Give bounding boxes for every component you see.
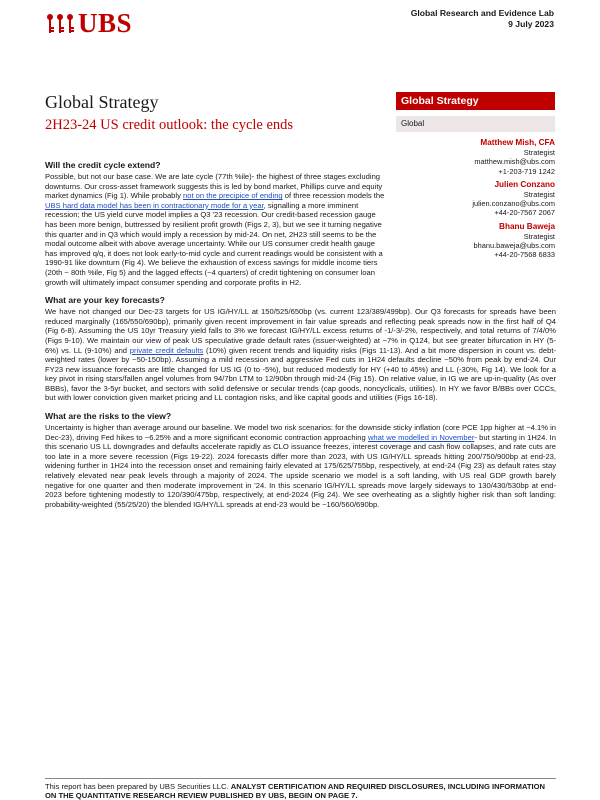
author-role: Strategist (523, 189, 555, 199)
footer-divider (45, 778, 556, 779)
author-name: Julien Conzano (494, 179, 555, 189)
author-name: Bhanu Baweja (499, 221, 555, 231)
page-subtitle: 2H23-24 US credit outlook: the cycle ends (45, 117, 294, 133)
report-date: 9 July 2023 (508, 19, 554, 29)
link-hard-data-model[interactable]: UBS hard data model has been in contractionary mode for a year (45, 200, 264, 210)
author-role: Strategist (523, 231, 555, 241)
report-header (411, 8, 554, 30)
three-keys-icon (45, 13, 75, 35)
ubs-logo (45, 8, 132, 39)
author-phone: +1-203-719 1242 (498, 166, 555, 176)
disclosure-footer: This report has been prepared by UBS Securities LLC. ANALYST CERTIFICATION AND REQUIRED DISCLOSURES, INCLUDING INFORMATION ON THE QUANTITATIVE RESEARCH REVIEW PUBLISHED BY UBS, BEGIN ON PAGE 7. (45, 782, 546, 800)
section-heading: What are your key forecasts? (45, 295, 165, 306)
section-text: We have not changed our Dec-23 targets for US IG/HY/LL at 150/525/650bp (vs. current 123/389/499bp). Our Q3 forecasts for spreads have been reduced marginally (165/550/690bp), primarily given recent improvement in fair value spreads and reflecting peak spreads now in the first half of Q4 (Fig 6-8). Assuming the US 10yr Treasury yield falls to 3% we forecast IG/HY/LL excess returns of -1/-3/-2%, respectively, and total returns of 7/4/0% (Figs 9-10). We maintain our view of peak US speculative grade default rates (issuer-weighted) at ~7% in Q124, but see greater bifurcation in HY (5-6%) vs. LL (9-10%) and private credit defaults (10%) given recent trends and liquidity risks (Figs 11-13). And a bit more dispersion in count vs. debt-weighted rates (lower by ~50-150bp). Assuming a mild recession and aggressive Fed cuts in 1H24 defaults decline ~50% from peak by end-24. Our FY23 new issuance forecasts are little changed for US IG (0 to -5%), but reduced modestly for HY (+40 to 45%) and LL (-30%, Fig 14). We look for a key pivot in rising stars/fallen angel volumes from 94/7bn LTM to 12/90bn through mid-24 (Fig 15). On relative value, in IG we are up-in-quality (As over BBBs), favor the 3-5yr bucket, and sectors with solid defensive or secular trends (cap goods, noncyclicals, utilities). In HY we favor B/BBs over CCCs, but with lower conviction given market pricing and LL contagion risks, and like capital goods and utilities (Figs 16-18). (45, 307, 556, 403)
report-body (45, 160, 556, 509)
section-risks (45, 411, 556, 509)
section-text: Uncertainty is higher than average around our baseline. We model two risk scenarios: for the downside sticky inflation (core PCE 1pp higher at ~4.1% in Dec-23), driving Fed hikes to ~6.25% and a more significant economic contraction approaching what we modelled in November- but starting in 1H24. In this scenario US LL downgrades and defaults accelerate rapidly as CLO issuance freezes, interest coverage and cash flow collapses, and rate cuts are too late in a more severe recession (Figs 19-22). 2024 forecasts differ more than 2023, with US IG/HY/LL spreads hitting 200/750/900bp at end-23, widening further in 1H24 into the recession onset and remaining fairly elevated at 175/625/755bp, respectively, at end-24 (Fig 23) as default rates stay relatively elevated near peak levels through a majority of 2024. The upside scenario we model is a soft landing, with US real GDP growth barely negative for one quarter and then moderate improvement in '24. In this scenario IG/HY/LL spreads move largely sideways to 130/430/530bp at end-2023 before tightening modestly to 120/390/475bp, respectively, at end-2024 (Fig 24). We see overheating as a slightly higher risk than soft landing: probability-weighted (55/25/20) the blended IG/HY/LL spreads at end-23 would be ~160/560/690bp. (45, 423, 557, 509)
report-series: Global Research and Evidence Lab (410, 8, 554, 18)
link-not-on-precipice[interactable]: not on the precipice of ending (183, 191, 283, 201)
disclosure-notice: ANALYST CERTIFICATION AND REQUIRED DISCLOSURES, INCLUDING INFORMATION ON THE QUANTITATIVE RESEARCH REVIEW PUBLISHED BY UBS, BEGIN ON PAGE 7. (45, 782, 546, 800)
link-modelled-in-november[interactable]: what we modelled in November (367, 432, 475, 442)
author-name: Matthew Mish, CFA (480, 138, 555, 147)
section-credit-cycle (45, 160, 385, 287)
link-private-credit-defaults[interactable]: private credit defaults (129, 345, 204, 355)
author-email[interactable]: bhanu.baweja@ubs.com (473, 241, 555, 251)
section-text: Possible, but not our base case. We are late cycle (77th %ile)- the highest of three stages excluding downturns. Our cross-asset framework suggests this is led by bond market, Phillips curve and equity market dynamics (Fig 1). While probably not on the precipice of ending of three recession models the UBS hard data model has been in contractionary mode for a year, signalling a more imminent recession; the US yield curve model implies a Q3 '23 recession. Our credit-based recession gauge has been more benign, buttressed by resilient profit growth (Figs 2, 3), but we see it turning negative this quarter and in Q3 which would imply a recession by mid-24. On net, 2H23 still seems to be the modal outcome albeit with above average uncertainty. While our US consumer credit health gauge has improved q/q, it does not look early-to-mid cycle and current readings would be consistent with a 1990-91 like downturn (Fig 4). We believe the exhaustion of excess savings for middle income tiers (20th ~ 80th %ile, Fig 5) and the lagged effects (~4 quarters) of credit tightening on consumer loan growth will ultimately impact consumer spending and corporate profits in H2. (45, 172, 385, 287)
sidebar-region-tag: Global (396, 116, 555, 132)
author-email[interactable]: matthew.mish@ubs.com (474, 157, 555, 167)
section-heading: Will the credit cycle extend? (45, 160, 161, 170)
author-phone: +44-20-7568 6833 (494, 250, 555, 260)
brand-name: UBS (78, 8, 133, 38)
section-heading: What are the risks to the view? (45, 411, 172, 422)
author-role: Strategist (523, 148, 555, 157)
section-key-forecasts (45, 295, 556, 403)
author-phone: +44-20-7567 2067 (494, 208, 555, 218)
sidebar-heading: Global Strategy (396, 92, 555, 110)
page-title: Global Strategy (45, 92, 159, 112)
author-email[interactable]: julien.conzano@ubs.com (472, 199, 555, 209)
